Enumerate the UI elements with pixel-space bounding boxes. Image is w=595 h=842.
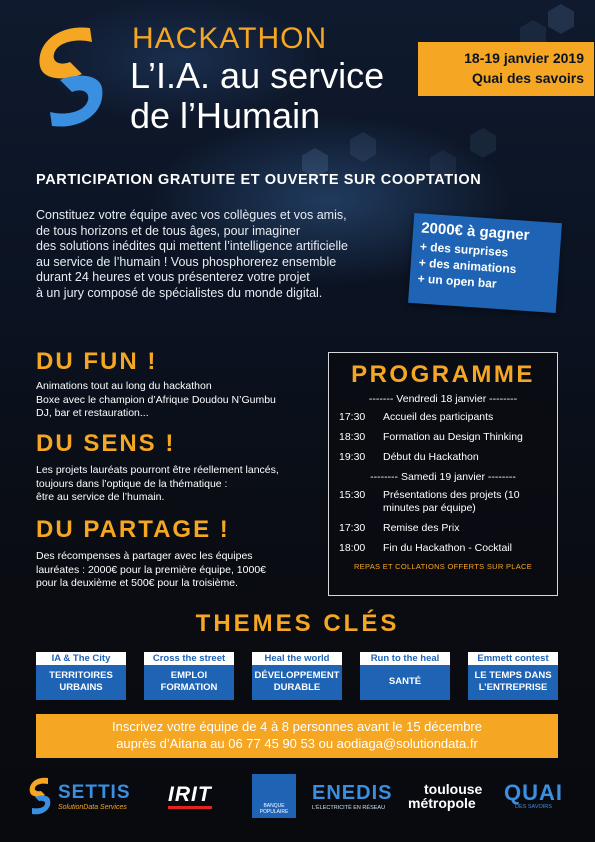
theme-tagline: Heal the world: [252, 652, 342, 665]
programme-row: [337, 451, 549, 464]
theme-card: [360, 652, 450, 700]
themes-heading: THEMES CLÉS: [195, 610, 400, 637]
hex-decoration: [548, 4, 574, 34]
fun-line: Animations tout au long du hackathon: [36, 380, 212, 392]
theme-label: EMPLOI FORMATION: [160, 670, 218, 693]
hex-decoration: [350, 132, 376, 162]
intro-line: des solutions inédites qui mettent l’intelligence artificielle: [36, 239, 348, 254]
programme-time: 15:30: [339, 489, 366, 501]
quai-des-savoirs-logo: [504, 768, 563, 824]
programme-row: [337, 411, 549, 424]
theme-card: [252, 652, 342, 700]
fun-line: Boxe avec le champion d’Afrique Doudou N’Gumbu: [36, 393, 276, 406]
fun-line: DJ, bar et restauration...: [36, 407, 149, 419]
themes-row: [36, 652, 558, 700]
intro-paragraph: [36, 208, 406, 302]
toulouse-name: toulouse: [424, 781, 483, 797]
programme-footer: REPAS ET COLLATIONS OFFERTS SUR PLACE: [353, 562, 533, 571]
sens-text: [36, 464, 326, 505]
registration-line-1: Inscrivez votre équipe de 4 à 8 personnes avant le 15 décembre: [111, 719, 482, 734]
sens-heading: DU SENS !: [36, 430, 176, 457]
fun-heading: DU FUN !: [36, 348, 158, 375]
partage-line: pour la deuxième et 500€ pour la troisième.: [36, 577, 238, 589]
enedis-name: ENEDIS: [312, 781, 393, 804]
programme-label: Début du Hackathon: [383, 451, 479, 463]
theme-label: LE TEMPS DANS L’ENTREPRISE: [474, 670, 552, 693]
sens-line: Les projets lauréats pourront être réellement lancés,: [36, 464, 279, 476]
theme-label: SANTÉ: [388, 676, 422, 687]
programme-row: [337, 522, 549, 535]
prize-title: 2000€ à gagner: [420, 219, 531, 245]
theme-card: [468, 652, 558, 700]
programme-row: [337, 542, 549, 555]
theme-card: [36, 652, 126, 700]
settis-s-icon: [26, 776, 54, 816]
programme-time: 18:00: [339, 542, 366, 554]
banque-populaire-name: BANQUE POPULAIRE: [259, 803, 289, 815]
intro-line: de tous horizons et de tous âges, pour imaginer: [36, 223, 301, 238]
partage-line: Des récompenses à partager avec les équipes: [36, 550, 253, 562]
toulouse-metropole-logo: [408, 768, 482, 824]
programme-label: Accueil des participants: [383, 411, 494, 423]
irit-name: IRIT: [168, 784, 212, 809]
programme-time: 18:30: [339, 431, 366, 443]
programme-time: 17:30: [339, 522, 366, 534]
prize-item: + des animations: [418, 255, 517, 277]
intro-line: Constituez votre équipe avec vos collègues et vos amis,: [36, 208, 347, 222]
sens-line: toujours dans l’optique de la thématique :: [36, 477, 228, 490]
programme-title: PROGRAMME: [351, 361, 535, 388]
prize-item: + un open bar: [417, 271, 498, 291]
event-type-label: HACKATHON: [132, 22, 328, 55]
hackathon-s-logo-icon: [30, 22, 112, 132]
registration-box: [36, 714, 558, 758]
theme-tagline: Run to the heal: [360, 652, 450, 665]
quai-subtitle: DES SAVOIRS: [515, 804, 552, 810]
metropole-name: métropole: [408, 795, 476, 811]
sponsors-bar: [0, 768, 595, 828]
partage-text: [36, 550, 326, 591]
title-line-2: de l’Humain: [130, 95, 321, 136]
venue-text: Quai des savoirs: [471, 70, 584, 86]
programme-time: 17:30: [339, 411, 366, 423]
theme-tagline: Cross the street: [144, 652, 234, 665]
date-text: 18-19 janvier 2019: [464, 50, 584, 66]
intro-line: à un jury composé de spécialistes du monde digital.: [36, 285, 323, 300]
theme-label: DÉVELOPPEMENT DURABLE: [254, 670, 340, 693]
programme-day-2: -------- Samedi 19 janvier --------: [370, 471, 516, 483]
theme-tagline: IA & The City: [36, 652, 126, 665]
partage-heading: DU PARTAGE !: [36, 516, 230, 543]
hex-decoration: [470, 128, 496, 158]
title-line-1: L’I.A. au service: [130, 55, 385, 96]
programme-label: Remise des Prix: [383, 522, 460, 534]
enedis-subtitle: L’ÉLECTRICITÉ EN RÉSEAU: [312, 804, 386, 811]
enedis-logo: [312, 768, 392, 824]
programme-label: Présentations des projets (10 minutes par équipe): [383, 489, 520, 514]
date-badge: [418, 42, 594, 96]
quai-name: QUAI: [504, 780, 563, 805]
prize-box: [408, 213, 562, 313]
programme-label: Formation au Design Thinking: [383, 431, 523, 443]
programme-row: [337, 431, 549, 444]
prize-item: + des surprises: [419, 239, 509, 260]
theme-card: [144, 652, 234, 700]
sens-line: être au service de l’humain.: [36, 491, 165, 503]
programme-day-1: ------- Vendredi 18 janvier --------: [368, 393, 518, 405]
settis-logo: [26, 768, 131, 824]
programme-box: [328, 352, 558, 596]
theme-tagline: Emmett contest: [468, 652, 558, 665]
settis-subtitle: SolutionData Services: [58, 803, 127, 811]
theme-label: TERRITOIRES URBAINS: [49, 670, 113, 693]
settis-name: SETTIS: [58, 781, 131, 803]
irit-logo: [168, 768, 212, 824]
intro-line: durant 24 heures et vous présenterez votre projet: [36, 270, 310, 285]
banque-populaire-logo: [252, 768, 296, 824]
participation-heading: PARTICIPATION GRATUITE ET OUVERTE SUR COOPTATION: [36, 172, 482, 188]
fun-text: [36, 380, 326, 421]
registration-line-2: auprès d’Aitana au 06 77 45 90 53 ou aodiaga@solutiondata.fr: [116, 736, 478, 751]
programme-label: Fin du Hackathon - Cocktail: [383, 542, 512, 554]
partage-line: lauréates : 2000€ pour la première équipe, 1000€: [36, 563, 266, 576]
page-title: [130, 56, 384, 136]
programme-time: 19:30: [339, 451, 366, 463]
intro-line: au service de l’humain ! Vous phosphorerez ensemble: [36, 254, 337, 269]
programme-row: [337, 489, 549, 515]
